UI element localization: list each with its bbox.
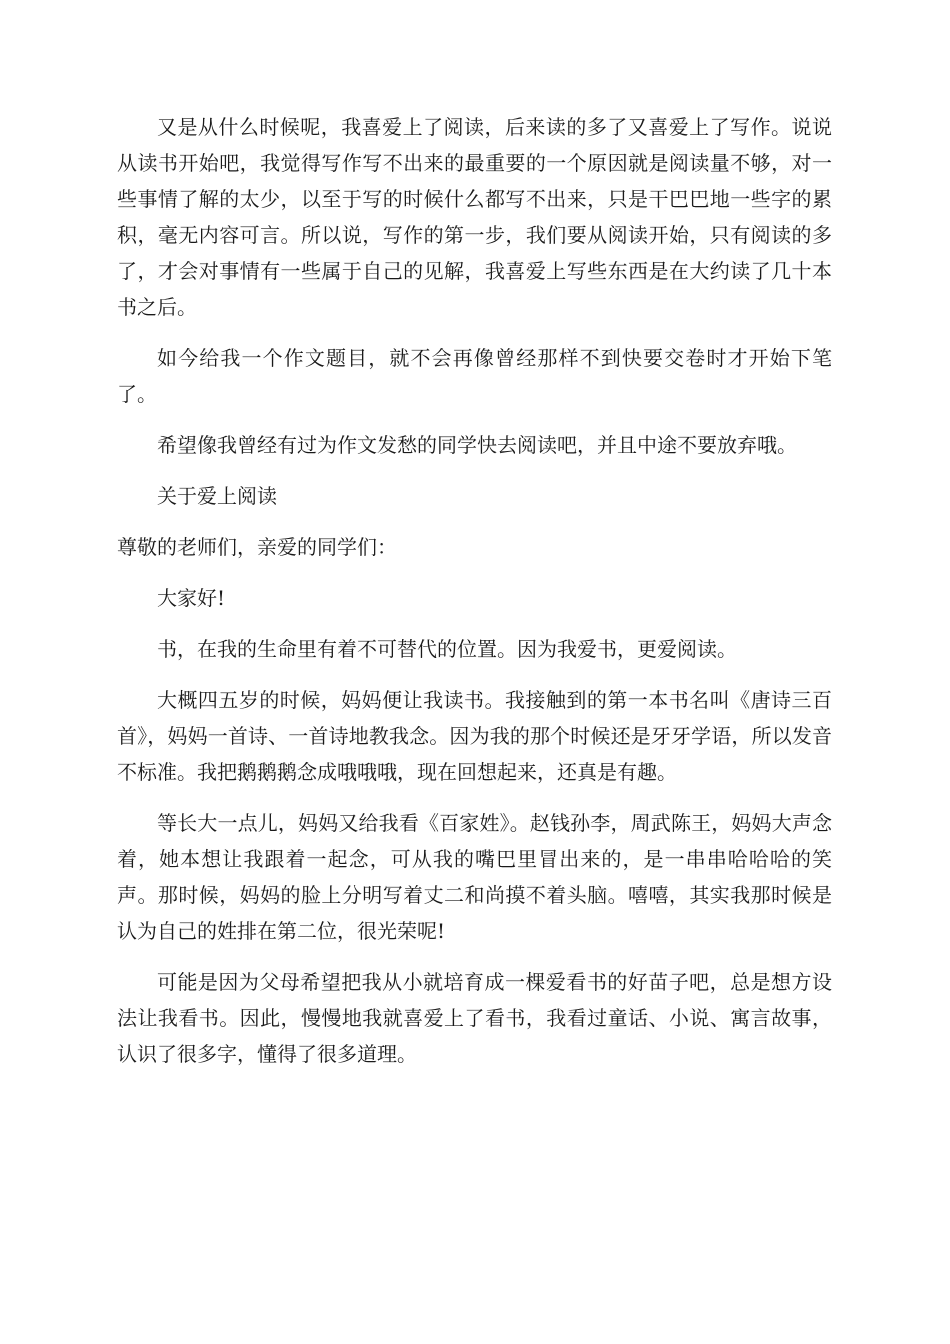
- paragraph-hope: 希望像我曾经有过为作文发愁的同学快去阅读吧，并且中途不要放弃哦。: [157, 433, 797, 457]
- paragraph-parents-hope: 可能是因为父母希望把我从小就培育成一棵爱看书的好苗子吧，总是想方设法让我看书。因此，慢慢地我就喜爱上了看书，我看过童话、小说、寓言故事，认识了很多字，懂得了很多道理。: [117, 970, 832, 1066]
- paragraph-hundred-surnames: 等长大一点儿，妈妈又给我看《百家姓》。赵钱孙李，周武陈王，妈妈大声念着，她本想让我跟着一起念，可从我的嘴巴里冒出来的，是一串串哈哈哈的笑声。那时候，妈妈的脸上分明写着丈二和尚摸不着头脑。嘻嘻，其实我那时候是认为自己的姓排在第二位，很光荣呢!: [117, 811, 832, 943]
- document-body: [117, 109, 832, 1087]
- paragraph-tang-poems: 大概四五岁的时候，妈妈便让我读书。我接触到的第一本书名叫《唐诗三百首》，妈妈一首诗、一首诗地教我念。因为我的那个时候还是牙牙学语，所以发音不标准。我把鹅鹅鹅念成哦哦哦，现在回想起来，还真是有趣。: [117, 688, 832, 784]
- paragraph-reading-and-writing: 又是从什么时候呢，我喜爱上了阅读，后来读的多了又喜爱上了写作。说说从读书开始吧，我觉得写作写不出来的最重要的一个原因就是阅读量不够，对一些事情了解的太少，以至于写的时候什么都写不出来，只是干巴巴地一些字的累积，毫无内容可言。所以说，写作的第一步，我们要从阅读开始，只有阅读的多了，才会对事情有一些属于自己的见解，我喜爱上写些东西是在大约读了几十本书之后。: [117, 115, 832, 319]
- paragraph-love-of-books: 书，在我的生命里有着不可替代的位置。因为我爱书，更爱阅读。: [157, 637, 737, 661]
- paragraph-essay-topic: 如今给我一个作文题目，就不会再像曾经那样不到快要交卷时才开始下笔了。: [117, 346, 832, 406]
- section-heading: 关于爱上阅读: [157, 484, 277, 508]
- salutation: 尊敬的老师们，亲爱的同学们：: [117, 535, 397, 559]
- greeting: 大家好!: [157, 586, 226, 610]
